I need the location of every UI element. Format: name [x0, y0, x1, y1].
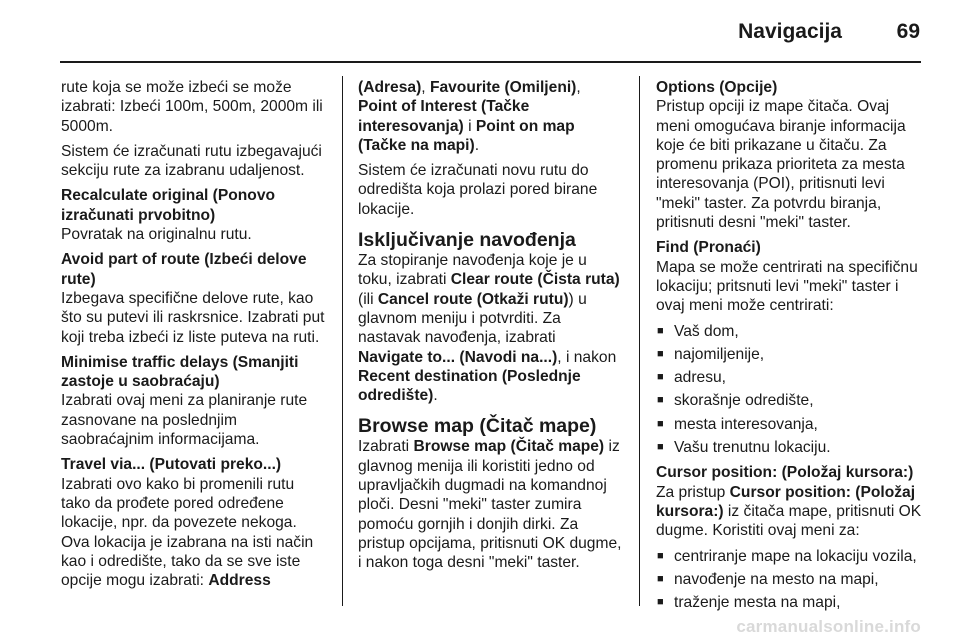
paragraph-recalc-info: Sistem će izračunati rutu izbegavajući sekciju rute za izabranu udaljenost.	[61, 142, 322, 180]
term-travel-via: Travel via... (Putovati preko...)	[61, 456, 282, 474]
term-cursor-position: Cursor position: (Položaj kursora:)	[656, 464, 914, 482]
desc-travel-via	[61, 475, 326, 591]
term-avoid-part: Avoid part of route (Izbeći delove rute)	[61, 251, 307, 288]
option-favourite: Favourite (Omiljeni)	[429, 79, 577, 96]
list-item: ■ centriranje mape na lokaciju vozila,	[656, 547, 922, 566]
list-item: ■ Vašu trenutnu lokaciju.	[656, 438, 922, 457]
list-item: ■ adresu,	[656, 368, 922, 387]
column-divider-1	[342, 76, 343, 606]
paragraph-turn-off-guidance: Za stopiranje navođenja koje je u toku, izabrati Clear route (Čista ruta) (ili Cancel route (Otkaži rutu)) u glavnom meniju i potvrditi. Za nastavak navođenja, izabrati Navigate to... (Navodi na...), i nakon Recent destination (Poslednje odredište).	[358, 252, 620, 405]
cursor-options-list	[656, 547, 922, 613]
column-1	[61, 78, 326, 596]
list-item: ■ traženje mesta na mapi,	[656, 593, 922, 612]
paragraph-browse-map: Izabrati Browse map (Čitač mape) iz glavnog menija ili koristiti jedno od upravljačkih dugmadi na komandnoj ploči. Desni "meki" taster zumira pomoću gornjih i donjih dirki. Za pristup opcijama, pritisnuti OK dugme, i nakon toga desni "meki" taster.	[358, 438, 622, 572]
desc-find: Mapa se može centrirati na specifičnu lokaciju; pritsnuti levi "meki" taster i ovaj meni može centrirati:	[656, 258, 918, 315]
option-cancel-route: Cancel route (Otkaži rutu)	[377, 290, 569, 308]
watermark: carmanualsonline.info	[736, 617, 921, 636]
list-item: ■ najomiljenije,	[656, 345, 922, 364]
column-divider-2	[639, 76, 640, 606]
list-item: ■ Vaš dom,	[656, 322, 922, 341]
option-point-of-interest: Point of Interest (Tačke interesovanja)	[358, 98, 530, 135]
find-options-list	[656, 322, 922, 458]
option-clear-route: Clear route (Čista ruta)	[450, 271, 620, 289]
column-3	[656, 78, 922, 618]
travel-via-text: Izabrati ovo kako bi promenili rutu tako da prođete pored određene lokacije, npr. da povezete nekoga. Ova lokacija je izabrana na isti način kao i odredište, tako da se sve iste opcije mogu izabrati:	[61, 475, 314, 590]
paragraph-new-route: Sistem će izračunati novu rutu do odredišta koja prolazi pored birane lokacije.	[358, 162, 598, 218]
page-title: Navigacija	[738, 20, 842, 43]
desc-cursor-position: Za pristup Cursor position: (Položaj kursora:) iz čitača mape, pritisnuti OK dugme. Koristiti ovaj meni za:	[656, 483, 922, 540]
option-cursor-position: Cursor position: (Položaj kursora:)	[656, 483, 916, 520]
desc-avoid-part: Izbegava specifične delove rute, kao što su putevi ili raskrsnice. Izabrati put koji treba izbeći iz liste puteva na ruti.	[61, 289, 325, 346]
header-divider	[60, 61, 921, 63]
heading-turn-off-guidance: Isključivanje navođenja	[358, 229, 576, 252]
list-item: ■ navođenje na mesto na mapi,	[656, 570, 922, 589]
desc-options: Pristup opciji iz mape čitača. Ovaj meni omogućava biranje informacija koje će biti prikazane u čitaču. Za promenu prikaza prioriteta za mesta interesovanja (POI), pritisnuti levi "meki" taster. Za potvrdu biranja, pritisnuti desni "meki" taster.	[656, 98, 906, 232]
desc-minimise-delays: Izabrati ovaj meni za planiranje rute zasnovane na poslednjim saobraćajnim informacijama.	[61, 392, 308, 449]
option-address: (Adresa)	[358, 79, 422, 96]
page-number: 69	[896, 20, 920, 43]
option-browse-map: Browse map (Čitač mape)	[413, 438, 605, 456]
option-recent-destination: Recent destination (Poslednje odredište)	[358, 367, 581, 405]
list-item: ■ mesta interesovanja,	[656, 415, 922, 434]
travel-via-address: Address	[208, 572, 271, 590]
option-navigate-to: Navigate to... (Navodi na...)	[358, 348, 558, 366]
desc-recalculate: Povratak na originalnu rutu.	[61, 226, 252, 244]
option-point-on-map: Point on map (Tačke na mapi)	[358, 117, 575, 154]
term-minimise-delays: Minimise traffic delays (Smanjiti zastoje u saobraćaju)	[61, 353, 299, 391]
paragraph-avoid-distance: rute koja se može izbeći se može izabrati: Izbeći 100m, 500m, 2000m ili 5000m.	[61, 79, 323, 135]
paragraph-destination-options: (Adresa), Favourite (Omiljeni), Point of Interest (Tačke interesovanja) i Point on map (Tačke na mapi).	[358, 79, 581, 154]
page-header	[0, 0, 960, 62]
column-2	[358, 78, 623, 579]
term-find: Find (Pronaći)	[656, 239, 761, 257]
heading-browse-map: Browse map (Čitač mape)	[358, 415, 597, 438]
list-item: ■ skorašnje odredište,	[656, 391, 922, 410]
term-options: Options (Opcije)	[656, 79, 778, 96]
term-recalculate: Recalculate original (Ponovo izračunati prvobitno)	[61, 187, 276, 224]
